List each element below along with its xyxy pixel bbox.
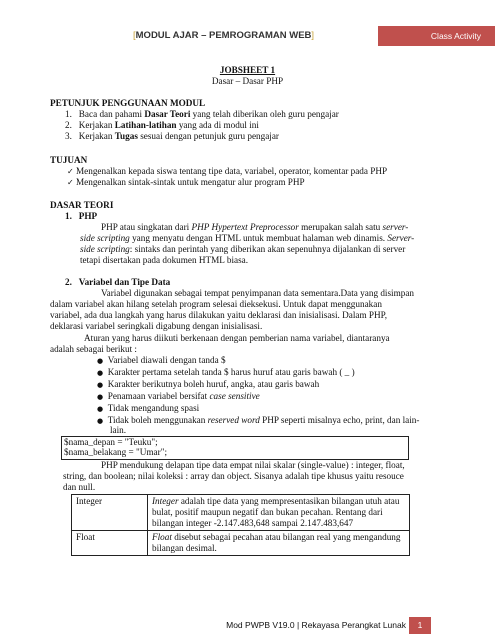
bullet-icon: ●	[97, 417, 104, 425]
bullet-icon: ●	[97, 393, 104, 401]
php-paragraph-line: tetapi disertakan pada dokumen HTML biasa.	[80, 255, 249, 265]
table-cell-desc	[148, 531, 410, 556]
item-bold: Latihan-latihan	[114, 120, 177, 130]
rule-text: PHP seperti misalnya echo, print, dan lain-	[259, 415, 420, 425]
desc-italic: Integer	[152, 496, 179, 506]
bracket-open: [	[133, 30, 136, 41]
data-type-table	[71, 494, 410, 556]
rule-item	[97, 391, 260, 403]
section-variabel-title	[65, 277, 170, 288]
petunjuk-item	[65, 109, 339, 120]
text-run: merupakan salah satu	[298, 222, 383, 232]
variabel-p2-line: adalah sebagai berikut :	[50, 344, 137, 354]
dasar-teori-heading: DASAR TEORI	[50, 200, 114, 210]
text-run: yang menyatu dengan HTML untuk membuat halaman web dinamis.	[129, 233, 388, 243]
rule-italic: case sensitive	[209, 391, 260, 401]
footer-text: Mod PWPB V19.0 | Rekayasa Perangkat Lunak	[226, 620, 406, 630]
item-text: yang telah diberikan oleh guru pengajar	[190, 109, 339, 119]
text-run: PHP atau singkatan dari	[101, 222, 192, 232]
module-title-text: MODUL AJAR – PEMROGRAMAN WEB	[135, 30, 312, 41]
rule-item	[97, 355, 226, 367]
table-cell-key: Integer	[72, 495, 148, 531]
tujuan-text: Mengenalkan sintak-sintak untuk mengatur alur program PHP	[76, 177, 305, 187]
code-line: $nama_belakang = "Umar";	[64, 447, 167, 457]
bullet-icon: ●	[97, 369, 104, 377]
bullet-icon: ●	[97, 357, 104, 365]
item-text: Kerjakan	[78, 120, 115, 130]
item-text: Kerjakan	[78, 131, 115, 141]
table-row	[72, 531, 410, 556]
rule-italic: reserved word	[207, 415, 260, 425]
php-paragraph-line	[101, 222, 408, 233]
rule-text: Karakter pertama setelah tanda $ harus huruf atau garis bawah ( _ )	[107, 367, 355, 377]
desc-text: disebut sebagai pecahan atau bilangan real yang mengandung bilangan desimal.	[152, 532, 401, 553]
jobsheet-title: JOBSHEET 1	[219, 65, 276, 75]
variabel-p1-line: dalam variabel akan hilang setelah program selesai dieksekusi. Untuk dapat menggunakan	[50, 299, 382, 309]
item-text: sesuai dengan petunjuk guru pengajar	[137, 131, 279, 141]
variabel-p3-line: PHP mendukung delapan tipe data empat nilai skalar (single-value) : integer, float,	[101, 460, 405, 470]
check-icon: ✓	[67, 178, 74, 187]
class-activity-tag: Class Activity	[378, 26, 495, 46]
italic-run: side scripting	[80, 244, 130, 254]
petunjuk-item	[65, 131, 279, 142]
tujuan-text: Mengenalkan kepada siswa tentang tipe data, variabel, operator, komentar pada PHP	[76, 166, 388, 176]
desc-text: adalah tipe data yang mempresentasikan bilangan utuh atau bulat, positif maupun negatif dan bukan pecahan. Rentang dari bilangan integer -2.147.483,648 sampai 2.147.483,647	[152, 496, 400, 528]
variabel-p1-line: Variabel digunakan sebagai tempat penyimpanan data sementara.Data yang disimpan	[101, 288, 415, 298]
variabel-p2-line: Aturan yang harus diikuti berkenaan dengan pemberian nama variabel, diantaranya	[84, 333, 390, 343]
item-text: Baca dan pahami	[78, 109, 145, 119]
italic-run: server-	[382, 222, 409, 232]
rule-item	[97, 379, 319, 391]
table-row	[72, 495, 410, 531]
item-number: 2.	[65, 120, 72, 130]
rule-text: Variabel diawali dengan tanda $	[107, 355, 226, 365]
rule-text: Tidak mengandung spasi	[107, 403, 200, 413]
rule-text: Karakter berikutnya boleh huruf, angka, atau garis bawah	[107, 379, 320, 389]
item-text: yang ada di modul ini	[176, 120, 259, 130]
page-header	[0, 26, 495, 46]
variabel-p1-line: variabel, ada dua langkah yang harus dilakukan yaitu deklarasi dan inisialisasi. Dalam PHP,	[50, 310, 388, 320]
page-footer	[0, 617, 495, 634]
item-number: 1.	[65, 109, 72, 119]
section-number: 2.	[65, 277, 72, 287]
bracket-close: ]	[311, 30, 315, 41]
italic-run: PHP Hypertext Preprocessor	[191, 222, 299, 232]
section-title: PHP	[78, 211, 98, 221]
tujuan-item	[67, 166, 387, 177]
jobsheet-subtitle: Dasar – Dasar PHP	[211, 76, 284, 86]
rule-item	[97, 415, 419, 427]
code-line: $nama_depan = "Teuku";	[64, 437, 158, 447]
section-number: 1.	[65, 211, 72, 221]
page-number: 1	[409, 617, 431, 634]
rule-item	[97, 367, 355, 379]
desc-italic: Float	[152, 532, 172, 542]
bullet-icon: ●	[97, 381, 104, 389]
petunjuk-heading: PETUNJUK PENGGUNAAN MODUL	[50, 98, 206, 108]
item-bold: Tugas	[114, 131, 138, 141]
rule-text: Tidak boleh menggunakan	[107, 415, 208, 425]
item-bold: Dasar Teori	[144, 109, 191, 119]
tujuan-item	[67, 177, 305, 188]
rule-continuation: lain.	[110, 425, 127, 435]
petunjuk-item	[65, 120, 259, 131]
php-paragraph-line	[80, 244, 405, 255]
rule-item	[97, 403, 199, 415]
rule-text: Penamaan variabel bersifat	[107, 391, 210, 401]
text-run: : sintaks dan perintah yang diberikan akan sepenuhnya dijalankan di server	[129, 244, 406, 254]
table-cell-key: Float	[72, 531, 148, 556]
table-cell-desc	[148, 495, 410, 531]
bullet-icon: ●	[97, 405, 104, 413]
variabel-p1-line: deklarasi variabel seringkali digabung dengan inisialisasi.	[50, 321, 263, 331]
section-title: Variabel dan Tipe Data	[78, 277, 171, 287]
italic-run: Server-	[387, 233, 415, 243]
php-paragraph-line	[80, 233, 414, 244]
variabel-p3-line: dan null.	[63, 482, 96, 492]
italic-run: side scripting	[80, 233, 130, 243]
item-number: 3.	[65, 131, 72, 141]
check-icon: ✓	[67, 167, 74, 176]
variabel-p3-line: string, dan boolean; nilai koleksi : array dan object. Sisanya adalah tipe khusus yaitu resouce	[63, 471, 404, 481]
section-php-title	[65, 211, 97, 222]
tujuan-heading: TUJUAN	[50, 155, 88, 165]
